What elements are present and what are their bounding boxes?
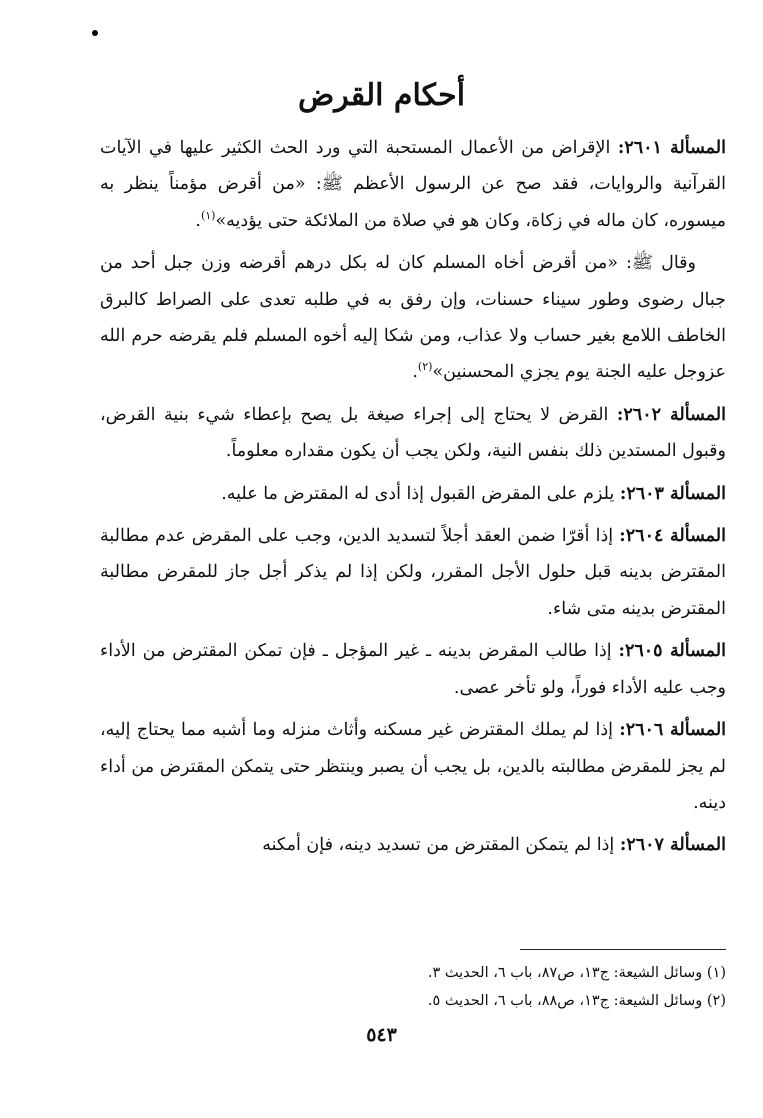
- paragraph-text: إذا أقرّا ضمن العقد أجلاً لتسديد الدين، وجب على المقرض عدم مطالبة المقترض بدينه قبل حلول الأجل المقرر، ولكن إذا لم يذكر أجل جاز للمقرض مطالبة المقترض بدينه متى شاء.: [100, 526, 726, 619]
- paragraph-2607: [100, 827, 726, 863]
- paragraph-text: القرض لا يحتاج إلى إجراء صيغة بل يصح بإعطاء شيء بنية القرض، وقبول المستدين ذلك بنفس النية، ولكن يجب أن يكون مقداره معلوماً.: [100, 404, 726, 462]
- paragraph-text: إذا لم يتمكن المقترض من تسديد دينه، فإن أمكنه: [262, 835, 620, 856]
- issue-label: المسألة ٢٦٠٧:: [619, 835, 726, 856]
- issue-label: المسألة ٢٦٠٢:: [616, 404, 726, 425]
- page-number: ٥٤٣: [366, 1024, 397, 1046]
- paragraph-2601: [100, 130, 726, 239]
- issue-label: المسألة ٢٦٠٤:: [619, 526, 726, 547]
- paragraph-hadith-2: [100, 245, 726, 391]
- paragraph-2604: [100, 518, 726, 627]
- paragraph-2606: [100, 712, 726, 821]
- issue-label: المسألة ٢٦٠٦:: [619, 720, 727, 741]
- body-text: [100, 130, 726, 870]
- paragraph-text: وقال ﷺ: «من أقرض أخاه المسلم كان له بكل درهم أقرضه وزن جبل أحد من جبال رضوى وطور سيناء حسنات، وإن رفق به في طلبه تعدى على الصراط كالبرق الخاطف اللامع بغير حساب ولا عذاب، ومن شكا إليه أخوه المسلم فلم يقرضه حرم الله عزوجل عليه الجنة يوم يجزي المحسنين»: [100, 253, 726, 383]
- issue-label: المسألة ٢٦٠٥:: [618, 641, 726, 662]
- footnote-1: (١) وسائل الشيعة: ج١٣، ص٨٧، باب ٦، الحديث ٣.: [427, 965, 726, 981]
- paragraph-tail: .: [412, 362, 418, 383]
- footnote-ref: (١): [200, 208, 216, 222]
- page-mark-dot: [92, 30, 98, 36]
- paragraph-text: إذا لم يملك المقترض غير مسكنه وأثاث منزله وما أشبه مما يحتاج إليه، لم يجز للمقرض مطالبته بالدين، بل يجب أن يصبر وينتظر حتى يتمكن المقترض من أداء دينه.: [100, 720, 726, 813]
- footnote-2: (٢) وسائل الشيعة: ج١٣، ص٨٨، باب ٦، الحديث ٥.: [427, 993, 726, 1009]
- paragraph-2602: [100, 397, 726, 470]
- page-title: أحكام القرض: [297, 78, 466, 113]
- paragraph-text: يلزم على المقرض القبول إذا أدى له المقترض ما عليه.: [221, 483, 620, 504]
- paragraph-text: الإقراض من الأعمال المستحبة التي ورد الحث الكثير عليها في الآيات القرآنية والروايات، فقد صح عن الرسول الأعظم ﷺ: «من أقرض مؤمناً ينظر به ميسوره، كان ماله في زكاة، وكان هو في صلاة من الملائكة حتى يؤديه»: [100, 138, 726, 231]
- footnote-ref: (٢): [417, 360, 433, 374]
- issue-label: المسألة ٢٦٠١:: [617, 138, 726, 158]
- paragraph-tail: .: [195, 210, 201, 231]
- paragraph-2603: [100, 476, 726, 512]
- paragraph-text: إذا طالب المقرض بدينه ـ غير المؤجل ـ فإن تمكن المقترض من الأداء وجب عليه الأداء فوراً، ولو تأخر عصى.: [100, 641, 726, 698]
- footnote-divider: [520, 949, 726, 950]
- paragraph-2605: [100, 633, 726, 706]
- issue-label: المسألة ٢٦٠٣:: [619, 483, 726, 504]
